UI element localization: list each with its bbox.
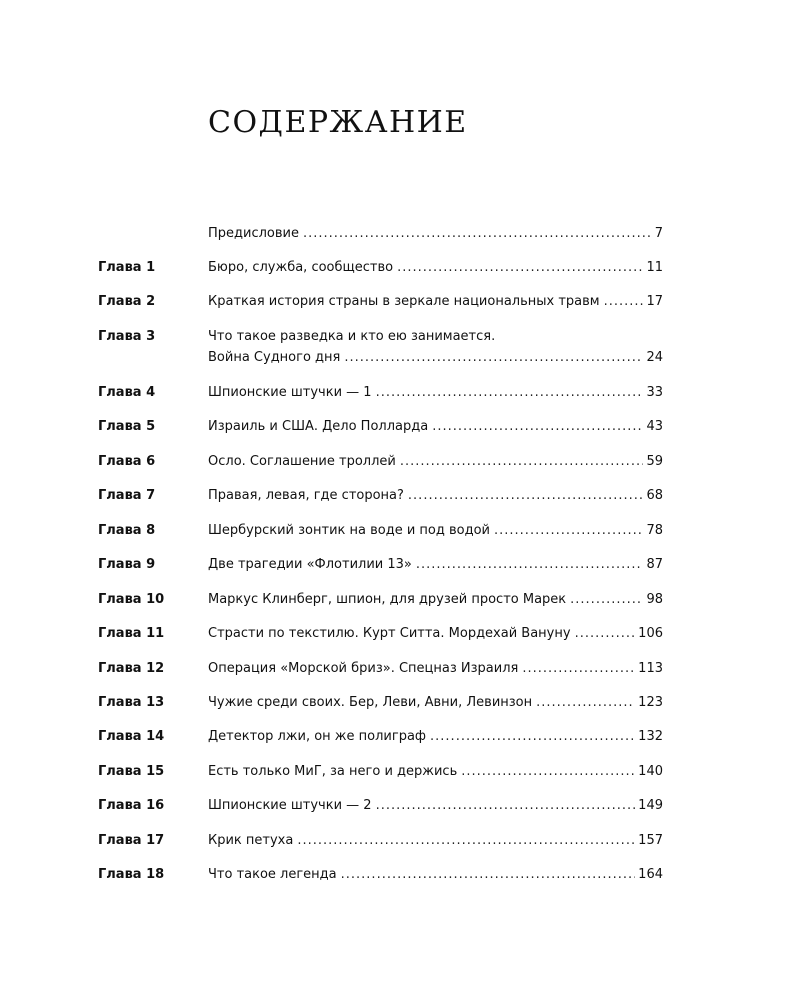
dot-leader: [432, 416, 643, 438]
dot-leader: [341, 864, 636, 886]
toc-page-number: 157: [638, 833, 663, 848]
chapter-label: Глава 10: [98, 592, 165, 607]
toc-entry-chapter-2[interactable]: [0, 291, 800, 313]
chapter-label: Глава 14: [98, 729, 165, 744]
toc-entry-chapter-1[interactable]: [0, 257, 800, 279]
toc-entry-title: Бюро, служба, сообщество: [208, 260, 394, 275]
toc-entry-preface[interactable]: [0, 223, 800, 245]
toc-entry-title: Шпионские штучки — 2: [208, 798, 372, 813]
toc-entry-chapter-12[interactable]: [0, 658, 800, 680]
dot-leader: [575, 623, 636, 645]
toc-entry-line: [208, 520, 663, 542]
toc-entry-chapter-6[interactable]: [0, 451, 800, 473]
dot-leader: [494, 520, 643, 542]
dot-leader: [297, 830, 635, 852]
toc-entry-line: [208, 623, 663, 645]
toc-entry-title: Шербурский зонтик на воде и под водой: [208, 523, 491, 538]
toc-page-number: 87: [646, 557, 663, 572]
toc-entry-line: [208, 451, 663, 473]
toc-entry-line: [208, 726, 663, 748]
toc-entry-chapter-10[interactable]: [0, 589, 800, 611]
toc-page-number: 7: [654, 226, 663, 241]
toc-page-number: 78: [646, 523, 663, 538]
toc-entry-line: [208, 223, 663, 245]
toc-page-number: 24: [646, 350, 663, 365]
toc-entry-chapter-13[interactable]: [0, 692, 800, 714]
toc-page-number: 164: [638, 867, 663, 882]
toc-entry-chapter-14[interactable]: [0, 726, 800, 748]
chapter-label: Глава 4: [98, 385, 156, 400]
dot-leader: [570, 589, 643, 611]
toc-entry-line: [208, 830, 663, 852]
chapter-label: Глава 8: [98, 523, 156, 538]
toc-entry-line: [208, 795, 663, 817]
toc-page-number: 113: [638, 661, 663, 676]
dot-leader: [408, 485, 644, 507]
dot-leader: [522, 658, 635, 680]
toc-page-number: 68: [646, 488, 663, 503]
toc-page-number: 43: [646, 419, 663, 434]
toc-entry-line: [208, 554, 663, 576]
toc-entry-chapter-5[interactable]: [0, 416, 800, 438]
toc-page-number: 149: [638, 798, 663, 813]
toc-entry-chapter-8[interactable]: [0, 520, 800, 542]
chapter-label: Глава 12: [98, 661, 165, 676]
toc-entry-line: [208, 291, 663, 313]
toc-entry-chapter-4[interactable]: [0, 382, 800, 404]
toc-entry-chapter-11[interactable]: [0, 623, 800, 645]
toc-page-number: 33: [646, 385, 663, 400]
toc-entry-chapter-18[interactable]: [0, 864, 800, 886]
toc-entry-title-line-1: Что такое разведка и кто ею занимается.: [208, 329, 496, 344]
toc-entry-title: Операция «Морской бриз». Спецназ Израиля: [208, 661, 519, 676]
chapter-label: Глава 2: [98, 294, 156, 309]
chapter-label: Глава 9: [98, 557, 156, 572]
chapter-label: Глава 13: [98, 695, 165, 710]
toc-entry-chapter-9[interactable]: [0, 554, 800, 576]
toc-entry-title: Страсти по текстилю. Курт Ситта. Мордехай Вануну: [208, 626, 571, 641]
toc-entry-line: [208, 382, 663, 404]
chapter-label: Глава 18: [98, 867, 165, 882]
toc-entry-line: [208, 864, 663, 886]
toc-entry-line: [208, 692, 663, 714]
toc-entry-line: [208, 485, 663, 507]
toc-entry-title: Краткая история страны в зеркале национальных травм: [208, 294, 600, 309]
chapter-label: Глава 7: [98, 488, 156, 503]
toc-page-number: 132: [638, 729, 663, 744]
toc-entry-chapter-3[interactable]: [0, 326, 800, 370]
page-title: СОДЕРЖАНИЕ: [208, 105, 468, 140]
toc-entry-line: [208, 589, 663, 611]
toc-entry-chapter-17[interactable]: [0, 830, 800, 852]
toc-entry-title: Маркус Клинберг, шпион, для друзей просто Марек: [208, 592, 567, 607]
toc-page-number: 59: [646, 454, 663, 469]
toc-entry-line: [208, 416, 663, 438]
toc-page-number: 123: [638, 695, 663, 710]
toc-page-number: 140: [638, 764, 663, 779]
chapter-label: Глава 15: [98, 764, 165, 779]
dot-leader: [604, 291, 644, 313]
toc-entry-title: Израиль и США. Дело Полларда: [208, 419, 429, 434]
toc-entry-title: Есть только МиГ, за него и держись: [208, 764, 458, 779]
toc-entry-line: [208, 761, 663, 783]
toc-entry-title: Осло. Соглашение троллей: [208, 454, 396, 469]
chapter-label: Глава 11: [98, 626, 165, 641]
toc-entry-title: Правая, левая, где сторона?: [208, 488, 404, 503]
dot-leader: [344, 347, 643, 369]
dot-leader: [400, 451, 644, 473]
chapter-label: Глава 5: [98, 419, 156, 434]
dot-leader: [303, 223, 652, 245]
dot-leader: [376, 382, 644, 404]
dot-leader: [430, 726, 635, 748]
chapter-label: Глава 17: [98, 833, 165, 848]
toc-entry-chapter-7[interactable]: [0, 485, 800, 507]
chapter-label: Глава 16: [98, 798, 165, 813]
toc-entry-chapter-15[interactable]: [0, 761, 800, 783]
toc-entry-title: Детектор лжи, он же полиграф: [208, 729, 427, 744]
toc-entry-title: Две трагедии «Флотилии 13»: [208, 557, 412, 572]
toc-entry-line: [208, 257, 663, 279]
chapter-label: Глава 1: [98, 260, 156, 275]
toc-entry-title-line-2: Война Судного дня: [208, 350, 341, 365]
toc-entry-title: Чужие среди своих. Бер, Леви, Авни, Левинзон: [208, 695, 533, 710]
dot-leader: [461, 761, 635, 783]
toc-page-number: 106: [638, 626, 663, 641]
toc-entry-title: Предисловие: [208, 226, 299, 241]
dot-leader: [397, 257, 643, 279]
toc-page-number: 17: [646, 294, 663, 309]
toc-page-number: 11: [646, 260, 663, 275]
toc-entry-line: [208, 347, 663, 369]
toc-page-number: 98: [646, 592, 663, 607]
toc-entry-title: Крик петуха: [208, 833, 294, 848]
dot-leader: [416, 554, 644, 576]
chapter-label: Глава 6: [98, 454, 156, 469]
toc-entry-line: [208, 658, 663, 680]
toc-entry-title: Что такое легенда: [208, 867, 337, 882]
dot-leader: [536, 692, 635, 714]
toc-entry-title: Шпионские штучки — 1: [208, 385, 372, 400]
chapter-label: Глава 3: [98, 329, 156, 344]
dot-leader: [376, 795, 636, 817]
toc-entry-chapter-16[interactable]: [0, 795, 800, 817]
